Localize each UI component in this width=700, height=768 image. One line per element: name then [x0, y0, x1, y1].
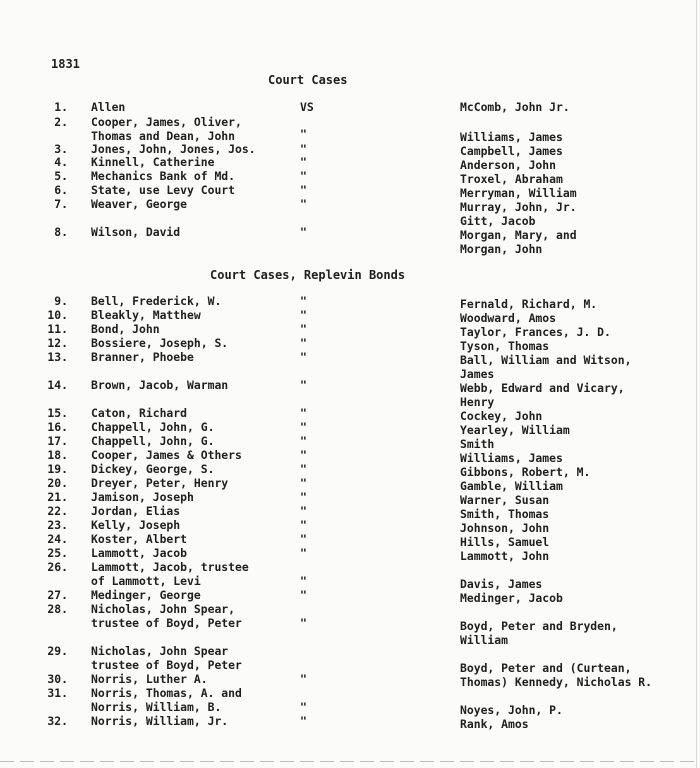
ditto-mark: " [300, 532, 307, 546]
ditto-mark: " [300, 476, 307, 490]
case-defendant: Ball, William and Witson, James [460, 353, 632, 381]
case-defendant: Troxel, Abraham [460, 172, 563, 186]
section-title-court-cases: Court Cases [268, 73, 348, 87]
ditto-mark: " [300, 462, 307, 476]
case-plaintiff: Bond, John [91, 322, 160, 336]
case-defendant: Woodward, Amos [460, 311, 557, 325]
ditto-mark: " [300, 155, 307, 169]
case-plaintiff: Dreyer, Peter, Henry [91, 476, 229, 490]
ditto-mark: " [300, 420, 307, 434]
case-plaintiff: Nicholas, John Spear, trustee of Boyd, Peter [91, 602, 242, 630]
ditto-mark: " [300, 588, 307, 602]
ditto-mark: " [300, 142, 307, 156]
case-defendant: Warner, Susan [460, 493, 550, 507]
ditto-mark: " [300, 714, 307, 728]
case-defendant: Gamble, William [460, 479, 563, 493]
case-defendant: Anderson, John [460, 158, 557, 172]
case-plaintiff: Mechanics Bank of Md. [91, 169, 236, 183]
case-plaintiff: Kelly, Joseph [91, 518, 181, 532]
ditto-mark: " [300, 490, 307, 504]
case-plaintiff: Weaver, George [91, 197, 188, 211]
case-number: 14. [47, 378, 68, 392]
case-number: 17. [47, 434, 68, 448]
ditto-mark: " [300, 616, 307, 630]
ditto-mark: " [300, 546, 307, 560]
ditto-mark: " [300, 322, 307, 336]
ditto-mark: " [300, 183, 307, 197]
case-number: 22. [47, 504, 68, 518]
section-title-replevin-bonds: Court Cases, Replevin Bonds [210, 268, 406, 282]
case-defendant: Morgan, Mary, and Morgan, John [460, 228, 577, 256]
case-number: 23. [47, 518, 68, 532]
case-number: 30. [47, 672, 68, 686]
case-defendant: Taylor, Frances, J. D. [460, 325, 611, 339]
case-plaintiff: Bossiere, Joseph, S. [91, 336, 229, 350]
case-plaintiff: Norris, Luther A. [91, 672, 208, 686]
case-plaintiff: Cooper, James & Others [91, 448, 242, 462]
case-defendant: Johnson, John [460, 521, 550, 535]
case-plaintiff: Norris, William, Jr. [91, 714, 229, 728]
case-number: 3. [54, 142, 68, 156]
case-plaintiff: Cooper, James, Oliver, Thomas and Dean, John [91, 115, 242, 143]
ditto-mark: " [300, 336, 307, 350]
case-number: 29. [47, 644, 68, 658]
ditto-mark: " [300, 127, 307, 141]
case-defendant: Williams, James [460, 130, 563, 144]
case-defendant: Murray, John, Jr. Gitt, Jacob [460, 200, 577, 228]
ditto-mark: " [300, 169, 307, 183]
case-defendant: Campbell, James [460, 144, 563, 158]
ditto-mark: " [300, 378, 307, 392]
case-plaintiff: Branner, Phoebe [91, 350, 194, 364]
case-defendant: Rank, Amos [460, 717, 529, 731]
ditto-mark: " [300, 350, 307, 364]
case-defendant: McComb, John Jr. [460, 100, 570, 114]
page-edge-bottom [0, 761, 700, 762]
page-year: 1831 [51, 57, 80, 71]
case-number: 9. [54, 294, 68, 308]
case-number: 16. [47, 420, 68, 434]
ditto-mark: " [300, 434, 307, 448]
case-defendant: Boyd, Peter and (Curtean, Thomas) Kennedy, Nicholas R. [460, 661, 653, 689]
case-number: 15. [47, 406, 68, 420]
case-defendant: Lammott, John [460, 549, 550, 563]
ditto-mark: " [300, 518, 307, 532]
case-plaintiff: Allen [91, 100, 126, 114]
case-plaintiff: Lammott, Jacob, trustee of Lammott, Levi [91, 560, 249, 588]
page-edge [696, 0, 697, 768]
case-number: 12. [47, 336, 68, 350]
case-plaintiff: Nicholas, John Spear trustee of Boyd, Peter [91, 644, 242, 672]
case-defendant: Merryman, William [460, 186, 577, 200]
case-number: 8. [54, 225, 68, 239]
case-plaintiff: Caton, Richard [91, 406, 188, 420]
case-plaintiff: Chappell, John, G. [91, 434, 215, 448]
case-number: 19. [47, 462, 68, 476]
case-number: 1. [54, 100, 68, 114]
case-plaintiff: Bell, Frederick, W. [91, 294, 222, 308]
ditto-mark: " [300, 406, 307, 420]
case-plaintiff: Dickey, George, S. [91, 462, 215, 476]
case-plaintiff: Medinger, George [91, 588, 201, 602]
case-plaintiff: Brown, Jacob, Warman [91, 378, 229, 392]
case-number: 4. [54, 155, 68, 169]
ditto-mark: " [300, 672, 307, 686]
case-defendant: Williams, James [460, 451, 563, 465]
case-number: 31. [47, 686, 68, 700]
ditto-mark: " [300, 574, 307, 588]
case-plaintiff: Jamison, Joseph [91, 490, 194, 504]
case-plaintiff: State, use Levy Court [91, 183, 236, 197]
case-plaintiff: Kinnell, Catherine [91, 155, 215, 169]
case-defendant: Cockey, John [460, 409, 543, 423]
case-plaintiff: Norris, Thomas, A. and Norris, William, B. [91, 686, 242, 714]
case-number: 13. [47, 350, 68, 364]
case-number: 28. [47, 602, 68, 616]
case-defendant: Medinger, Jacob [460, 591, 563, 605]
case-number: 18. [47, 448, 68, 462]
case-plaintiff: Lammott, Jacob [91, 546, 188, 560]
case-defendant: Boyd, Peter and Bryden, William [460, 619, 618, 647]
ditto-mark: " [300, 448, 307, 462]
case-number: 27. [47, 588, 68, 602]
case-number: 7. [54, 197, 68, 211]
case-defendant: Smith, Thomas [460, 507, 550, 521]
case-plaintiff: Jordan, Elias [91, 504, 181, 518]
case-number: 24. [47, 532, 68, 546]
case-defendant: Davis, James [460, 577, 543, 591]
case-number: 20. [47, 476, 68, 490]
case-plaintiff: Koster, Albert [91, 532, 188, 546]
case-number: 2. [54, 115, 68, 129]
case-number: 32. [47, 714, 68, 728]
case-number: 21. [47, 490, 68, 504]
case-defendant: Webb, Edward and Vicary, Henry [460, 381, 625, 409]
case-defendant: Yearley, William [460, 423, 570, 437]
case-plaintiff: Bleakly, Matthew [91, 308, 201, 322]
case-plaintiff: Jones, John, Jones, Jos. [91, 142, 256, 156]
ditto-mark: " [300, 225, 307, 239]
case-plaintiff: Chappell, John, G. [91, 420, 215, 434]
case-defendant: Hills, Samuel [460, 535, 550, 549]
case-number: 10. [47, 308, 68, 322]
case-number: 11. [47, 322, 68, 336]
vs-label: VS [300, 100, 314, 114]
case-defendant: Smith [460, 437, 495, 451]
case-number: 25. [47, 546, 68, 560]
case-number: 26. [47, 560, 68, 574]
ditto-mark: " [300, 504, 307, 518]
case-number: 6. [54, 183, 68, 197]
ditto-mark: " [300, 308, 307, 322]
ditto-mark: " [300, 294, 307, 308]
case-defendant: Fernald, Richard, M. [460, 297, 598, 311]
case-number: 5. [54, 169, 68, 183]
case-defendant: Tyson, Thomas [460, 339, 550, 353]
case-defendant: Gibbons, Robert, M. [460, 465, 591, 479]
ditto-mark: " [300, 197, 307, 211]
case-plaintiff: Wilson, David [91, 225, 181, 239]
case-defendant: Noyes, John, P. [460, 703, 563, 717]
ditto-mark: " [300, 700, 307, 714]
